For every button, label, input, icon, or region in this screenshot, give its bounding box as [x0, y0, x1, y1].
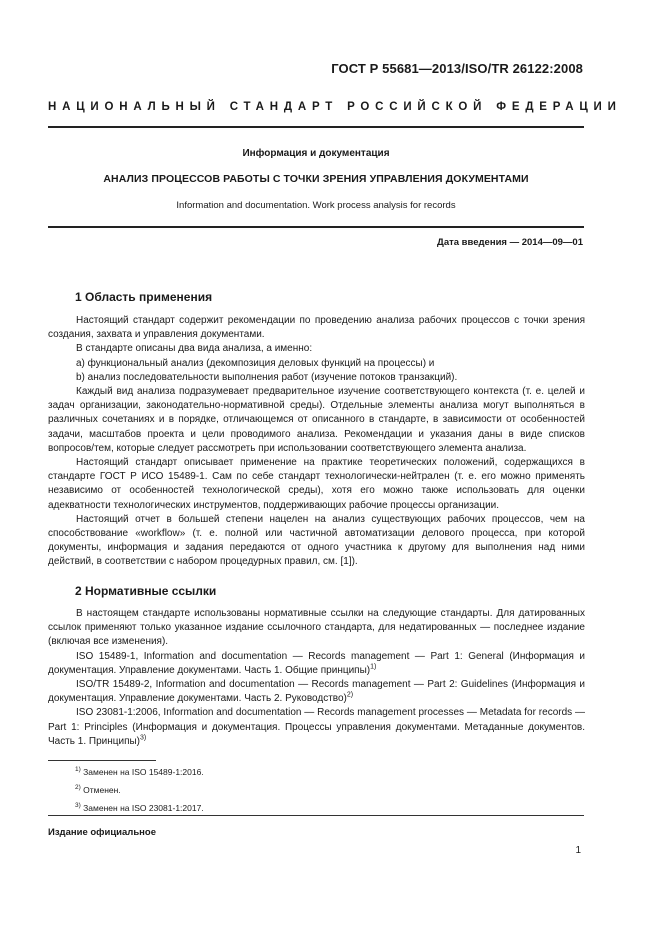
paragraph: В стандарте описаны два вида анализа, а именно: — [76, 343, 313, 355]
section-2-heading: 2 Нормативные ссылки — [75, 584, 217, 598]
paragraph: Настоящий стандарт содержит рекомендации по проведению анализа рабочих процессов с точки зрения создания, захвата и управления документами. — [48, 315, 585, 341]
footer-divider — [48, 815, 584, 816]
official-edition-label: Издание официальное — [48, 827, 156, 838]
introduction-date: Дата введения — 2014—09—01 — [437, 237, 583, 248]
standard-code: ГОСТ Р 55681—2013/ISO/TR 26122:2008 — [331, 61, 583, 76]
standard-topic: Информация и документация — [242, 148, 390, 159]
section-1-body — [48, 314, 585, 570]
title-divider — [48, 226, 584, 228]
section-1-heading: 1 Область применения — [75, 290, 213, 304]
section-2-body — [48, 607, 585, 749]
paragraph: Настоящий стандарт описывает применение на практике теоретических положений, содержащихся в стандарте ГОСТ Р ИСО 15489-1. Сам по себе стандарт технологически-нейтрален (т. е. его можно применять независимо от особенностей технологической среды), хотя его можно также использовать для оценки адекватности технологических инструментов, поддерживающих рабочие процессы организации. — [48, 457, 585, 511]
footnote: $^{3)}$ Заменен на ISO 23081-1:2017. — [75, 801, 204, 813]
footnote-mark: 3) — [140, 734, 147, 742]
footnote-mark: 1) — [370, 663, 377, 671]
paragraph: В настоящем стандарте использованы нормативные ссылки на следующие стандарты. Для датированных ссылок применяют только указанное издание ссылочного стандарта, для недатированных — последнее издание (включая все изменения). — [48, 608, 585, 648]
reference-item: ISO 15489-1, Information and documentation — Records management — Part 1: General (Информация и документация. Управление документами. Часть 1. Общие принципы)$^{1)}$ — [48, 650, 585, 676]
footnote-divider — [48, 760, 156, 761]
footnote: $^{2)}$ Отменен. — [75, 783, 121, 795]
list-item: b) анализ последовательности выполнения работ (изучение потоков транзакций). — [76, 371, 458, 383]
header-divider — [48, 126, 584, 128]
national-standard-label: НАЦИОНАЛЬНЫЙ СТАНДАРТ РОССИЙСКОЙ ФЕДЕРАЦИИ — [48, 101, 622, 113]
footnotes — [75, 762, 204, 815]
footnote-mark: 2) — [346, 691, 354, 699]
standard-title: АНАЛИЗ ПРОЦЕССОВ РАБОТЫ С ТОЧКИ ЗРЕНИЯ УПРАВЛЕНИЯ ДОКУМЕНТАМИ — [103, 173, 529, 185]
list-item: а) функциональный анализ (декомпозиция деловых функций на процессы) и — [76, 357, 435, 369]
page-number: 1 — [575, 845, 581, 856]
reference-item: ISO/TR 15489-2, Information and documentation — Records management — Part 2: Guidelines (Информация и документация. Управление документами. Часть 2. Руководство)$^{2)}$ — [48, 679, 585, 705]
paragraph: Настоящий отчет в большей степени нацелен на анализ существующих рабочих процессов, чем на способствование «workflow» (т. е. полной или частичной автоматизации делового процесса, при которой документы, информация и задания передаются от одного участника к другому для выполнения над ними действий, в соответствии с набором процедурных правил, см. [1]). — [48, 513, 585, 568]
paragraph: Каждый вид анализа подразумевает предварительное изучение соответствующего контекста (т. е. целей и задач организации, законодательно-нормативной среды). Отдельные элементы анализа могут выполняться в различных сочетаниях и в порядке, отличающемся от описанного в стандарте, в зависимости от особенностей задачи, масштабов проекта и цели проводимого анализа. Рекомендации и указания даны в виде списков вопросов/тем, которые следует рассмотреть при использовании соответствующего элемента анализа. — [48, 386, 585, 454]
english-title: Information and documentation. Work process analysis for records — [176, 200, 456, 211]
reference-item: ISO 23081-1:2006, Information and documentation — Records management processes — Metadata for records — Part 1: Principles (Информация и документация. Процессы управления документами. Метаданные документов. Часть 1. Принципы)$^{3)}$ — [48, 707, 585, 747]
footnote: $^{1)}$ Заменен на ISO 15489-1:2016. — [75, 766, 204, 777]
